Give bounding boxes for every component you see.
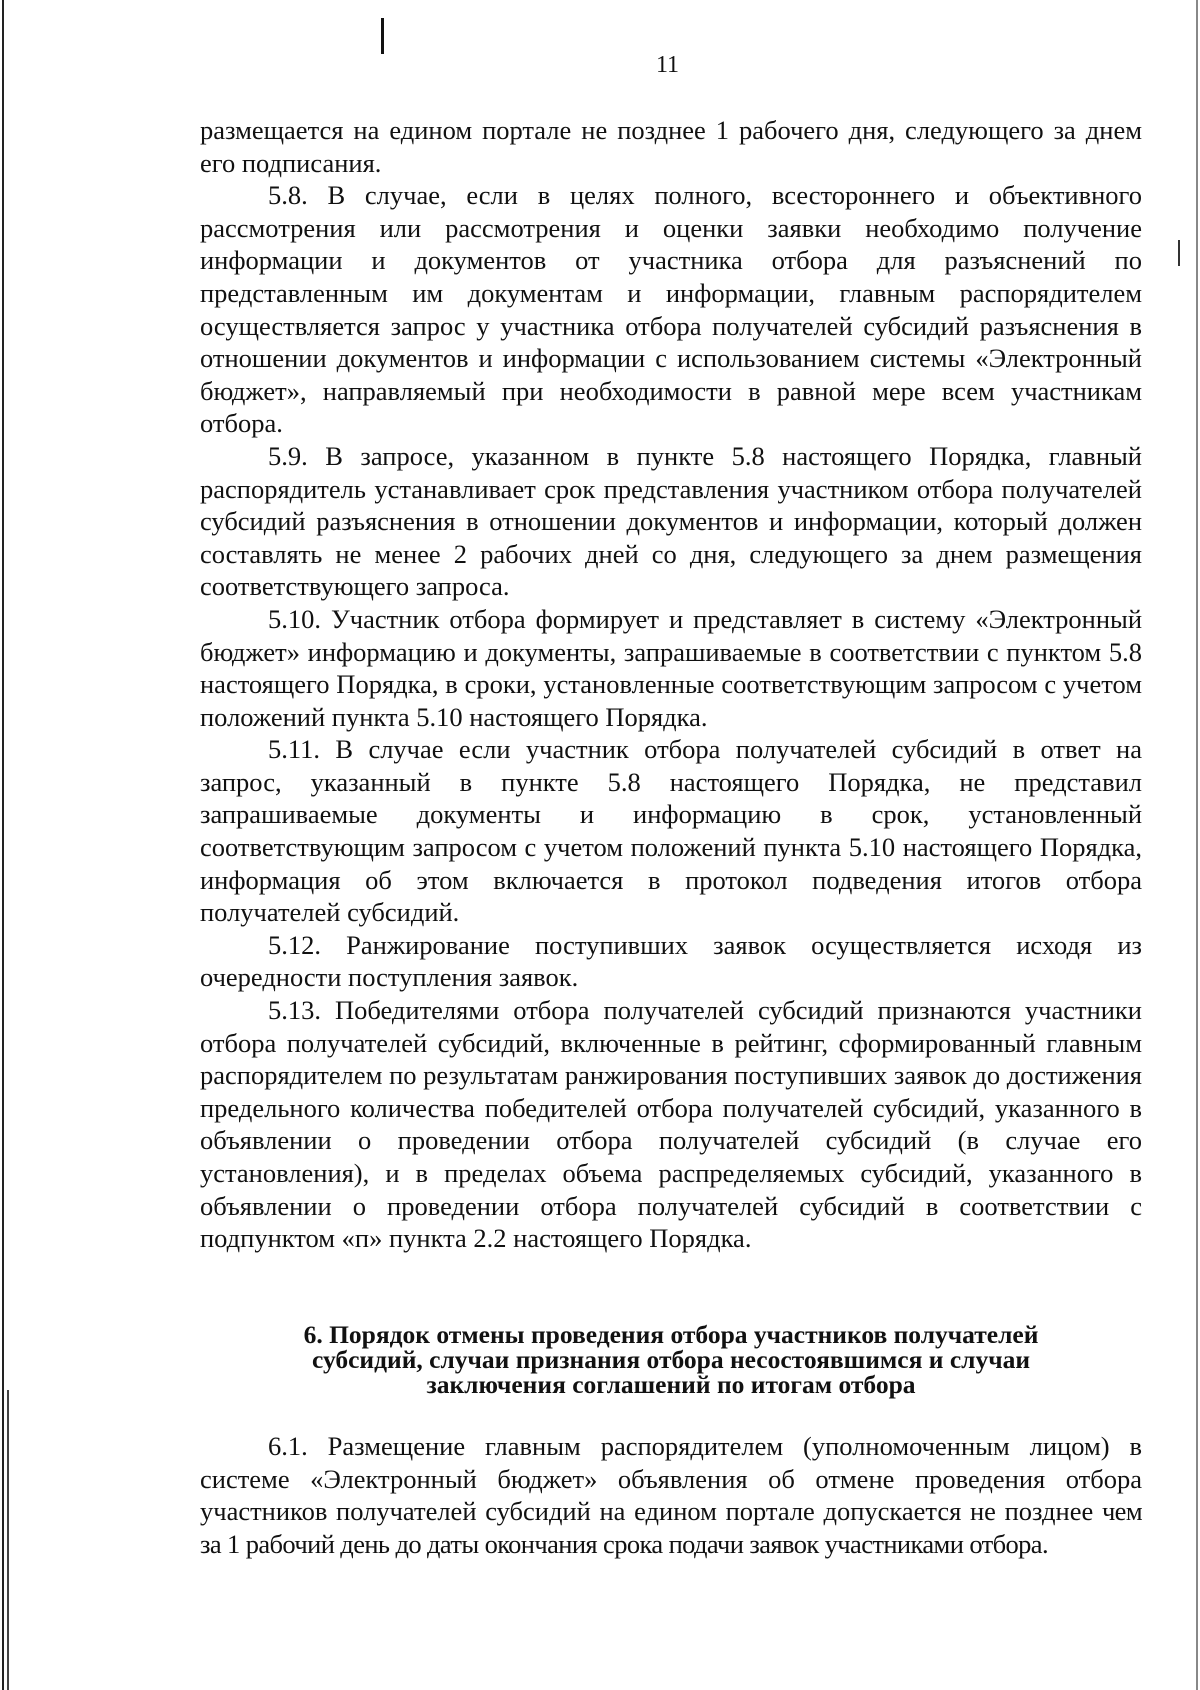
body-text bbox=[200, 114, 1142, 1255]
paragraph-5-11: 5.11. В случае если участник отбора получателей субсидий в ответ на запрос, указанный в пункте 5.8 настоящего Порядка, не представил запрашиваемые документы и информацию в срок, установленный соответствующим запросом с учетом положений пункта 5.10 настоящего Порядка, информация об этом включается в протокол подведения итогов отбора получателей субсидий. bbox=[200, 734, 1142, 928]
paragraph-5-10: 5.10. Участник отбора формирует и представляет в систему «Электронный бюджет» информацию и документы, запрашиваемые в соответствии с пунктом 5.8 настоящего Порядка, в сроки, установленные соответствующим запросом с учетом положений пункта 5.10 настоящего Порядка. bbox=[200, 603, 1142, 732]
scan-mark-artifact bbox=[1178, 240, 1180, 266]
section-6-body bbox=[200, 1430, 1142, 1560]
paragraph-5-13: 5.13. Победителями отбора получателей субсидий признаются участники отбора получателей субсидий, включенные в рейтинг, сформированный главным распорядителем по результатам ранжирования поступивших заявок до достижения предельного количества победителей отбора получателей субсидий, указанного в объявлении о проведении отбора получателей субсидий (в случае его установления), и в пределах объема распределяемых субсидий, указанного в объявлении о проведении отбора получателей субсидий в соответствии с подпунктом «п» пункта 2.2 настоящего Порядка. bbox=[200, 995, 1142, 1254]
paragraph-continuation: размещается на едином портале не позднее 1 рабочего дня, следующего за днем его подписания. bbox=[200, 115, 1142, 178]
paragraph-5-12: 5.12. Ранжирование поступивших заявок осуществляется исходя из очередности поступления заявок. bbox=[200, 929, 1142, 993]
scan-edge-artifact bbox=[2, 0, 4, 1690]
scan-edge-artifact bbox=[7, 1390, 9, 1690]
scan-mark-artifact bbox=[381, 18, 384, 54]
paragraph-5-9: 5.9. В запросе, указанном в пункте 5.8 настоящего Порядка, главный распорядитель устанавливает срок представления участником отбора получателей субсидий разъяснения в отношении документов и информации, который должен составлять не менее 2 рабочих дней со дня, следующего за днем размещения соответствующего запроса. bbox=[200, 440, 1142, 602]
section-heading-line: заключения соглашений по итогам отбора bbox=[426, 1370, 916, 1399]
paragraph-6-1-text: 6.1. Размещение главным распорядителем (уполномоченным лицом) в системе «Электронный бюджет» объявления об отмене проведения отбора участников получателей субсидий на едином портале допускается не позднее bbox=[200, 1431, 1142, 1527]
section-6-heading bbox=[200, 1322, 1142, 1397]
paragraph-5-8: 5.8. В случае, если в целях полного, всестороннего и объективного рассмотрения или рассмотрения и оценки заявки необходимо получение информации и документов от участника отбора для разъяснений по представленным им документам и информации, главным распорядителем осуществляется запрос у участника отбора получателей субсидий разъяснения в отношении документов и информации с использованием системы «Электронный бюджет», направляемый при необходимости в равной мере всем участникам отбора. bbox=[200, 180, 1142, 439]
section-heading-line: субсидий, случаи признания отбора несостоявшимся и случаи bbox=[311, 1345, 1031, 1374]
paragraph-6-1 bbox=[200, 1430, 1142, 1560]
paragraph-6-1-last-line: чем за 1 рабочий день до даты окончания срока подачи заявок участниками отбора. bbox=[200, 1496, 1142, 1559]
scan-edge-artifact bbox=[1196, 0, 1198, 1690]
page-number: 11 bbox=[655, 52, 680, 78]
section-heading-line: 6. Порядок отмены проведения отбора участников получателей bbox=[303, 1320, 1039, 1349]
